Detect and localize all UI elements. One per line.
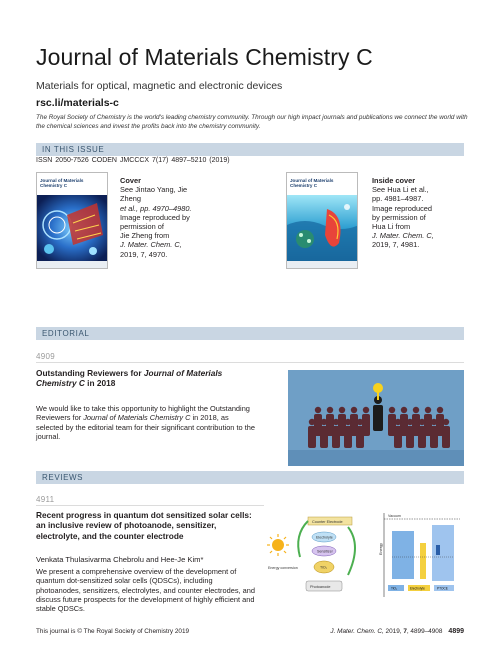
- editorial-body-journal: Journal of Materials Chemistry C: [83, 413, 191, 423]
- footer-copyright: This journal is © The Royal Society of Chemistry 2019: [36, 628, 190, 635]
- editorial-page-number: 4909: [36, 352, 55, 361]
- cover-caption: [120, 176, 208, 259]
- legend-electrolyte: Electrolyte: [410, 586, 425, 591]
- photoanode-label: Photoanode: [310, 585, 331, 589]
- inside-cover-caption-line1: See Hua Li et al.,: [372, 185, 429, 195]
- cover-thumbnail-footer: [37, 261, 108, 268]
- cover-caption-line5: Jie Zheng from: [120, 231, 170, 241]
- cover-artwork-image: [37, 195, 108, 261]
- inside-cover-artwork-image: [287, 195, 358, 261]
- issn-line: ISSN 2050-7526 CODEN JMCCCX 7(17) 4897–5210 (2019): [36, 157, 230, 164]
- footer-volume: 7: [403, 628, 407, 635]
- footer-journal: J. Mater. Chem. C,: [330, 628, 384, 635]
- cover-label: Cover: [120, 176, 141, 185]
- cover-caption-journal: J. Mater. Chem. C,: [120, 240, 182, 250]
- editorial-body: [36, 404, 258, 441]
- inside-cover-caption-line4: by permission of: [372, 212, 426, 222]
- inside-cover-label: Inside cover: [372, 176, 416, 185]
- journal-subtitle: Materials for optical, magnetic and electronic devices: [36, 80, 283, 92]
- review-title[interactable]: Recent progress in quantum dot sensitized solar cells: an inclusive review of photoanode, sensitizer, electrolyte, and the counter electrode: [36, 510, 252, 541]
- footer-year: 2019,: [383, 628, 404, 635]
- inside-cover-thumbnail[interactable]: [286, 172, 358, 269]
- energy-conversion-label: Energy conversion: [268, 566, 298, 570]
- electrolyte-label: Electrolyte: [316, 535, 333, 540]
- counter-electrode-label: Counter Electrode: [312, 520, 343, 524]
- cover-caption-line3: Image reproduced by: [120, 212, 190, 222]
- sensitizer-label: Sensitizer: [317, 549, 333, 554]
- review-authors: Venkata Thulasivarma Chebrolu and Hee-Je Kim*: [36, 555, 204, 564]
- sun-icon: [267, 534, 289, 556]
- cover-caption-line4: permission of: [120, 222, 164, 232]
- review-page-number: 4911: [36, 495, 55, 504]
- rsc-blurb: The Royal Society of Chemistry is the world's leading chemistry community. Through our high impact journals and publications we connect the world with the chemical sciences and invest the profits back into the chemistry community.: [36, 114, 468, 130]
- inside-cover-caption-line7: 2019, 7, 4981.: [372, 240, 420, 250]
- inside-cover-caption: [372, 176, 460, 250]
- editorial-title-journal: Journal of Materials Chemistry C: [36, 368, 223, 389]
- outstanding-reviewers-illustration: [288, 370, 464, 466]
- editorial-title-part2: in 2018: [84, 378, 116, 389]
- editorial-divider: [36, 362, 464, 363]
- qdsc-schematic-figure: [264, 505, 464, 603]
- footer-citation: [330, 628, 464, 635]
- journal-title: Journal of Materials Chemistry C: [36, 44, 373, 70]
- legend-ptoce: PTOCE: [437, 586, 448, 591]
- cover-caption-line1: See Jintao Yang, Jie Zheng: [120, 185, 188, 204]
- section-bar-editorial: [36, 327, 464, 340]
- cover-caption-line2: et al., pp. 4970–4980.: [120, 203, 192, 213]
- journal-url-link[interactable]: rsc.li/materials-c: [36, 97, 119, 109]
- section-label-editorial: EDITORIAL: [42, 329, 90, 338]
- section-bar-reviews: [36, 471, 464, 484]
- inside-cover-caption-line5: Hua Li from: [372, 222, 411, 232]
- legend-tio2: TiO₂: [391, 586, 398, 591]
- editorial-illustration: [288, 370, 464, 466]
- inside-cover-thumbnail-title: Journal of Materials Chemistry C: [290, 178, 334, 189]
- inside-cover-caption-journal: J. Mater. Chem. C,: [372, 231, 434, 241]
- inside-cover-thumbnail-footer: [287, 261, 358, 268]
- cover-thumbnail[interactable]: [36, 172, 108, 269]
- footer-pages: , 4899–4908: [406, 628, 443, 635]
- cover-thumbnail-title: Journal of Materials Chemistry C: [40, 178, 84, 189]
- inside-cover-caption-line2: pp. 4981–4987.: [372, 194, 424, 204]
- inside-cover-caption-line3: Image reproduced: [372, 203, 432, 213]
- editorial-title[interactable]: [36, 368, 258, 389]
- section-bar-in-this-issue: [36, 143, 464, 156]
- editorial-body-part2: in 2018, as selected by the editorial team for their significant contribution to the journal.: [36, 413, 255, 441]
- footer-page-number: 4899: [448, 628, 464, 635]
- vacuum-label: Vacuum: [388, 514, 401, 518]
- section-label-reviews: REVIEWS: [42, 473, 84, 482]
- review-figure: [264, 505, 464, 603]
- cover-caption-line7: 2019, 7, 4970.: [120, 249, 168, 259]
- editorial-title-part1: Outstanding Reviewers for: [36, 368, 144, 378]
- section-label-in-this-issue: IN THIS ISSUE: [42, 145, 105, 154]
- review-body: We present a comprehensive overview of the development of quantum dot-sensitized solar cells (QDSCs), including photoanodes, sensitizers, electrolytes, and counter electrodes, and discuss future prospects for the development of highly efficient and stable QDSCs.: [36, 567, 255, 614]
- tio2-label: TiO₂: [320, 565, 328, 570]
- energy-axis-label: Energy: [379, 542, 383, 555]
- editorial-body-part1: We would like to take this opportunity to highlight the Outstanding Reviewers for: [36, 404, 250, 423]
